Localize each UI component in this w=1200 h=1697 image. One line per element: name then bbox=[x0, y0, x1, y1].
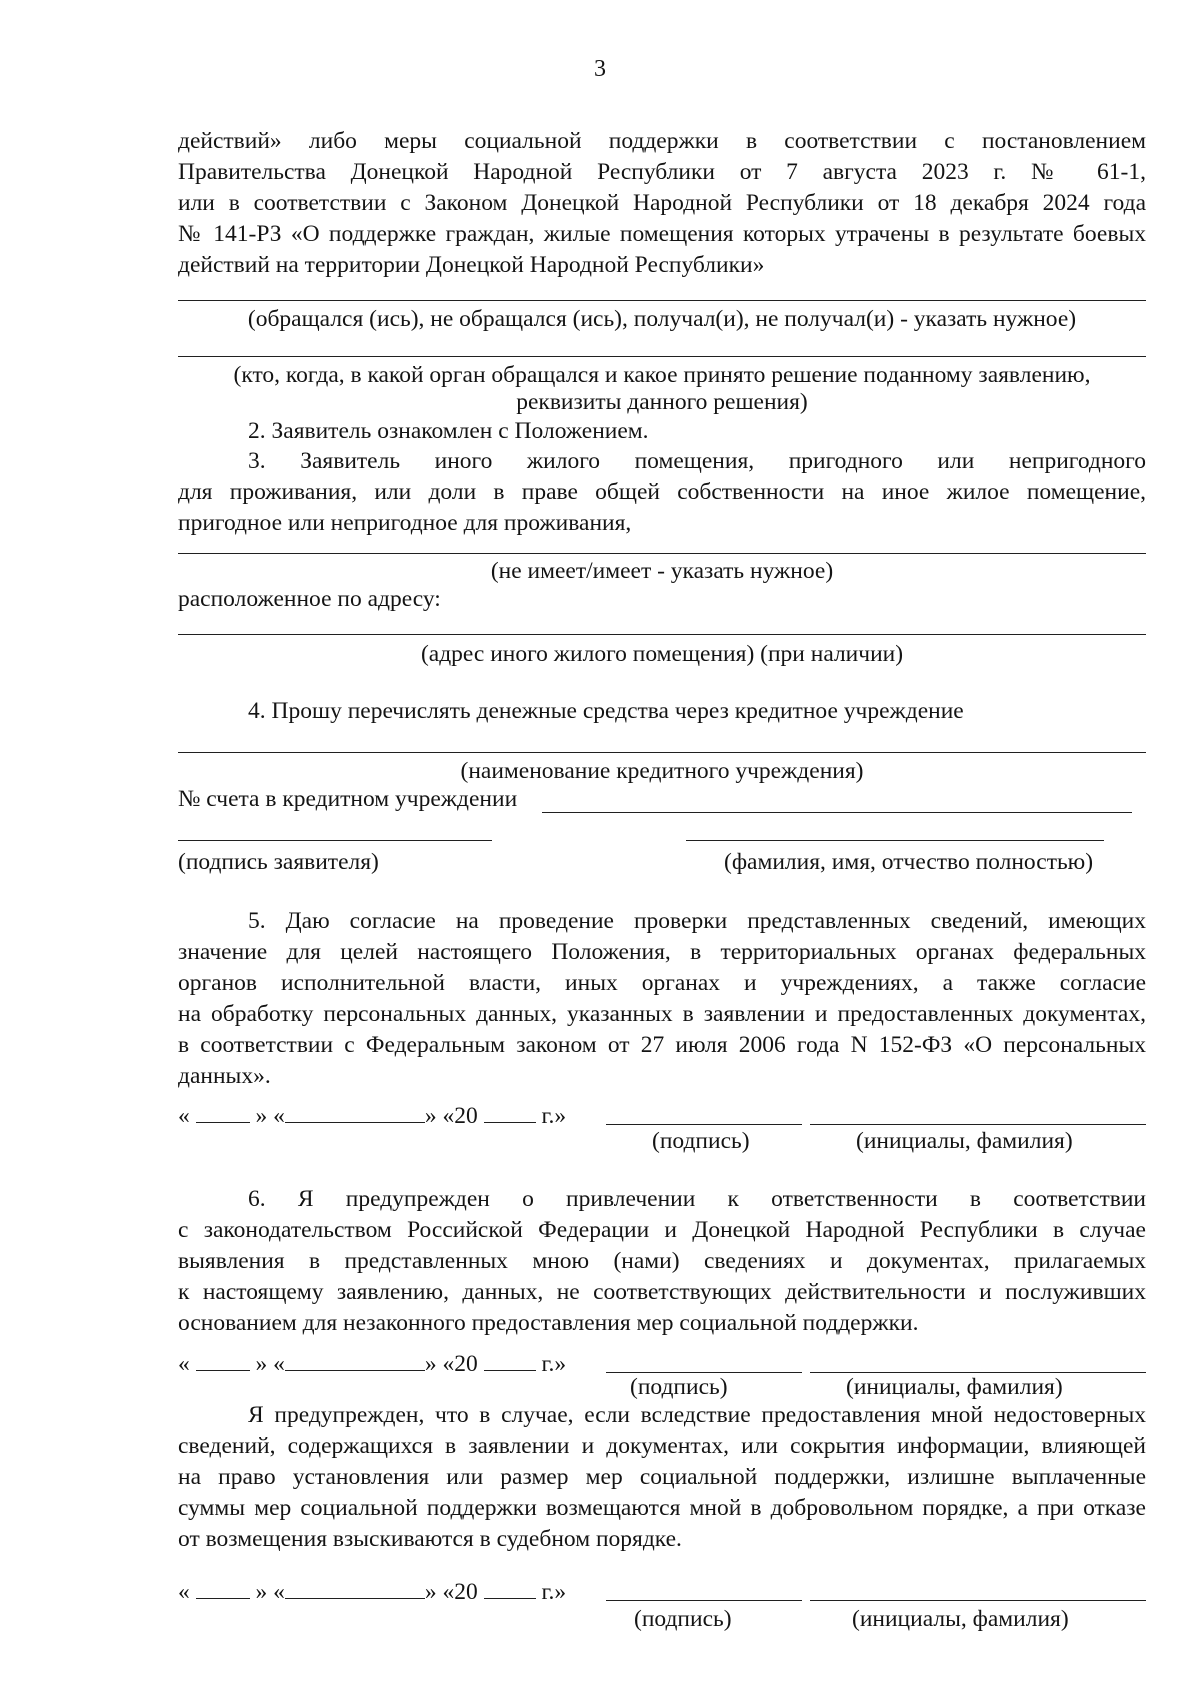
day-field[interactable] bbox=[196, 1100, 250, 1123]
item-5-line: в соответствии с Федеральным законом от 27 июля 2006 года N 152-ФЗ «О персональных bbox=[178, 1032, 1146, 1058]
item-6-line: основанием для незаконного предоставления мер социальной поддержки. bbox=[178, 1310, 919, 1336]
has-property-caption: (не имеет/имеет - указать нужное) bbox=[490, 558, 834, 584]
signature-caption-1: (подпись) bbox=[652, 1128, 750, 1154]
date-year-prefix: » «20 bbox=[424, 1579, 478, 1605]
year-field[interactable] bbox=[484, 1576, 536, 1599]
date-year-suffix: г.» bbox=[541, 1579, 567, 1605]
date-year-prefix: » «20 bbox=[424, 1103, 478, 1129]
date-open-quote: « bbox=[178, 1103, 190, 1129]
warning-line: от возмещения взыскиваются в судебном порядке. bbox=[178, 1526, 682, 1552]
intro-line: Правительства Донецкой Народной Республики от 7 августа 2023 г. № 61-1, bbox=[178, 159, 1146, 185]
initials-caption-2: (инициалы, фамилия) bbox=[846, 1374, 1063, 1400]
decision-field-line[interactable] bbox=[178, 356, 1146, 357]
applicant-name-caption: (фамилия, имя, отчество полностью) bbox=[724, 849, 1094, 875]
month-field[interactable] bbox=[285, 1100, 425, 1123]
page-number: 3 bbox=[594, 56, 606, 82]
initials-line-1[interactable] bbox=[810, 1124, 1146, 1125]
address-field-line[interactable] bbox=[178, 634, 1146, 635]
item-6-line: 6. Я предупрежден о привлечении к ответственности в соответствии bbox=[248, 1186, 1146, 1212]
applied-field-line[interactable] bbox=[178, 300, 1146, 301]
date-row-3 bbox=[178, 1576, 566, 1606]
item-5-line: данных». bbox=[178, 1063, 271, 1089]
intro-line: № 141-РЗ «О поддержке граждан, жилые помещения которых утрачены в результате боевых bbox=[178, 221, 1146, 247]
address-caption: (адрес иного жилого помещения) (при наличии) bbox=[420, 641, 904, 667]
item-2-text: 2. Заявитель ознакомлен с Положением. bbox=[248, 418, 649, 444]
month-field[interactable] bbox=[285, 1576, 425, 1599]
date-year-suffix: г.» bbox=[541, 1351, 567, 1377]
signature-line-1[interactable] bbox=[606, 1124, 802, 1125]
signature-line-3[interactable] bbox=[606, 1600, 802, 1601]
date-open-quote: « bbox=[178, 1579, 190, 1605]
warning-paragraph bbox=[178, 1400, 1146, 1555]
account-label: № счета в кредитном учреждении bbox=[178, 786, 518, 812]
year-field[interactable] bbox=[484, 1348, 536, 1371]
year-field[interactable] bbox=[484, 1100, 536, 1123]
account-number-field-line[interactable] bbox=[542, 812, 1132, 813]
date-year-prefix: » «20 bbox=[424, 1351, 478, 1377]
applicant-signature-line[interactable] bbox=[178, 840, 492, 841]
date-row-2 bbox=[178, 1348, 566, 1378]
item-5-line: значение для целей настоящего Положения, в территориальных органах федеральных bbox=[178, 939, 1146, 965]
warning-line: суммы мер социальной поддержки возмещаются мной в добровольном порядке, а при отказе bbox=[178, 1495, 1146, 1521]
located-label: расположенное по адресу: bbox=[178, 586, 441, 612]
intro-line: действий» либо меры социальной поддержки в соответствии с постановлением bbox=[178, 128, 1146, 154]
item-5-line: на обработку персональных данных, указанных в заявлении и предоставленных документах, bbox=[178, 1001, 1146, 1027]
item-6-line: к настоящему заявлению, данных, не соответствующих действительности и послуживших bbox=[178, 1279, 1146, 1305]
date-open-quote: « bbox=[178, 1351, 190, 1377]
month-field[interactable] bbox=[285, 1348, 425, 1371]
decision-caption-line1: (кто, когда, в какой орган обращался и какое принято решение поданному заявлению, bbox=[233, 362, 1091, 388]
day-field[interactable] bbox=[196, 1348, 250, 1371]
applicant-signature-caption: (подпись заявителя) bbox=[178, 849, 379, 875]
intro-paragraph bbox=[178, 126, 1146, 281]
has-property-field-line[interactable] bbox=[178, 553, 1146, 554]
date-year-suffix: г.» bbox=[541, 1103, 567, 1129]
applied-caption: (обращался (ись), не обращался (ись), получал(и), не получал(и) - указать нужное) bbox=[247, 306, 1077, 332]
item-5-line: органов исполнительной власти, иных органах и учреждениях, а также согласие bbox=[178, 970, 1146, 996]
item-5 bbox=[178, 906, 1146, 1092]
date-day-sep: » « bbox=[255, 1579, 285, 1605]
applicant-name-line[interactable] bbox=[686, 840, 1104, 841]
date-day-sep: » « bbox=[255, 1103, 285, 1129]
warning-line: сведений, содержащихся в заявлении и документах, или сокрытия информации, влияющей bbox=[178, 1433, 1146, 1459]
item-3 bbox=[178, 446, 1146, 539]
initials-caption-3: (инициалы, фамилия) bbox=[852, 1606, 1069, 1632]
item-6-line: с законодательством Российской Федерации и Донецкой Народной Республики в случае bbox=[178, 1217, 1146, 1243]
initials-caption-1: (инициалы, фамилия) bbox=[856, 1128, 1073, 1154]
item-5-line: 5. Даю согласие на проведение проверки представленных сведений, имеющих bbox=[248, 908, 1146, 934]
date-row-1 bbox=[178, 1100, 566, 1130]
warning-line: Я предупрежден, что в случае, если вследствие предоставления мной недостоверных bbox=[248, 1402, 1146, 1428]
item-6-line: выявления в представленных мною (нами) сведениях и документах, прилагаемых bbox=[178, 1248, 1146, 1274]
intro-line: действий на территории Донецкой Народной Республики» bbox=[178, 252, 765, 278]
item-3-line: для проживания, или доли в праве общей собственности на иное жилое помещение, bbox=[178, 479, 1146, 505]
decision-caption-line2: реквизиты данного решения) bbox=[516, 389, 808, 415]
item-3-line: 3. Заявитель иного жилого помещения, пригодного или непригодного bbox=[248, 448, 1146, 474]
item-4 bbox=[178, 696, 1146, 727]
item-6 bbox=[178, 1184, 1146, 1339]
date-day-sep: » « bbox=[255, 1351, 285, 1377]
bank-field-line[interactable] bbox=[178, 752, 1146, 753]
initials-line-3[interactable] bbox=[810, 1600, 1146, 1601]
signature-caption-2: (подпись) bbox=[630, 1374, 728, 1400]
item-2 bbox=[178, 416, 1146, 447]
item-4-text: 4. Прошу перечислять денежные средства через кредитное учреждение bbox=[248, 698, 964, 724]
bank-caption: (наименование кредитного учреждения) bbox=[460, 758, 864, 784]
warning-line: на право установления или размер мер социальной поддержки, излишне выплаченные bbox=[178, 1464, 1146, 1490]
signature-caption-3: (подпись) bbox=[634, 1606, 732, 1632]
item-3-line: пригодное или непригодное для проживания, bbox=[178, 510, 632, 536]
intro-line: или в соответствии с Законом Донецкой Народной Республики от 18 декабря 2024 года bbox=[178, 190, 1146, 216]
initials-line-2[interactable] bbox=[810, 1372, 1146, 1373]
day-field[interactable] bbox=[196, 1576, 250, 1599]
signature-line-2[interactable] bbox=[606, 1372, 802, 1373]
